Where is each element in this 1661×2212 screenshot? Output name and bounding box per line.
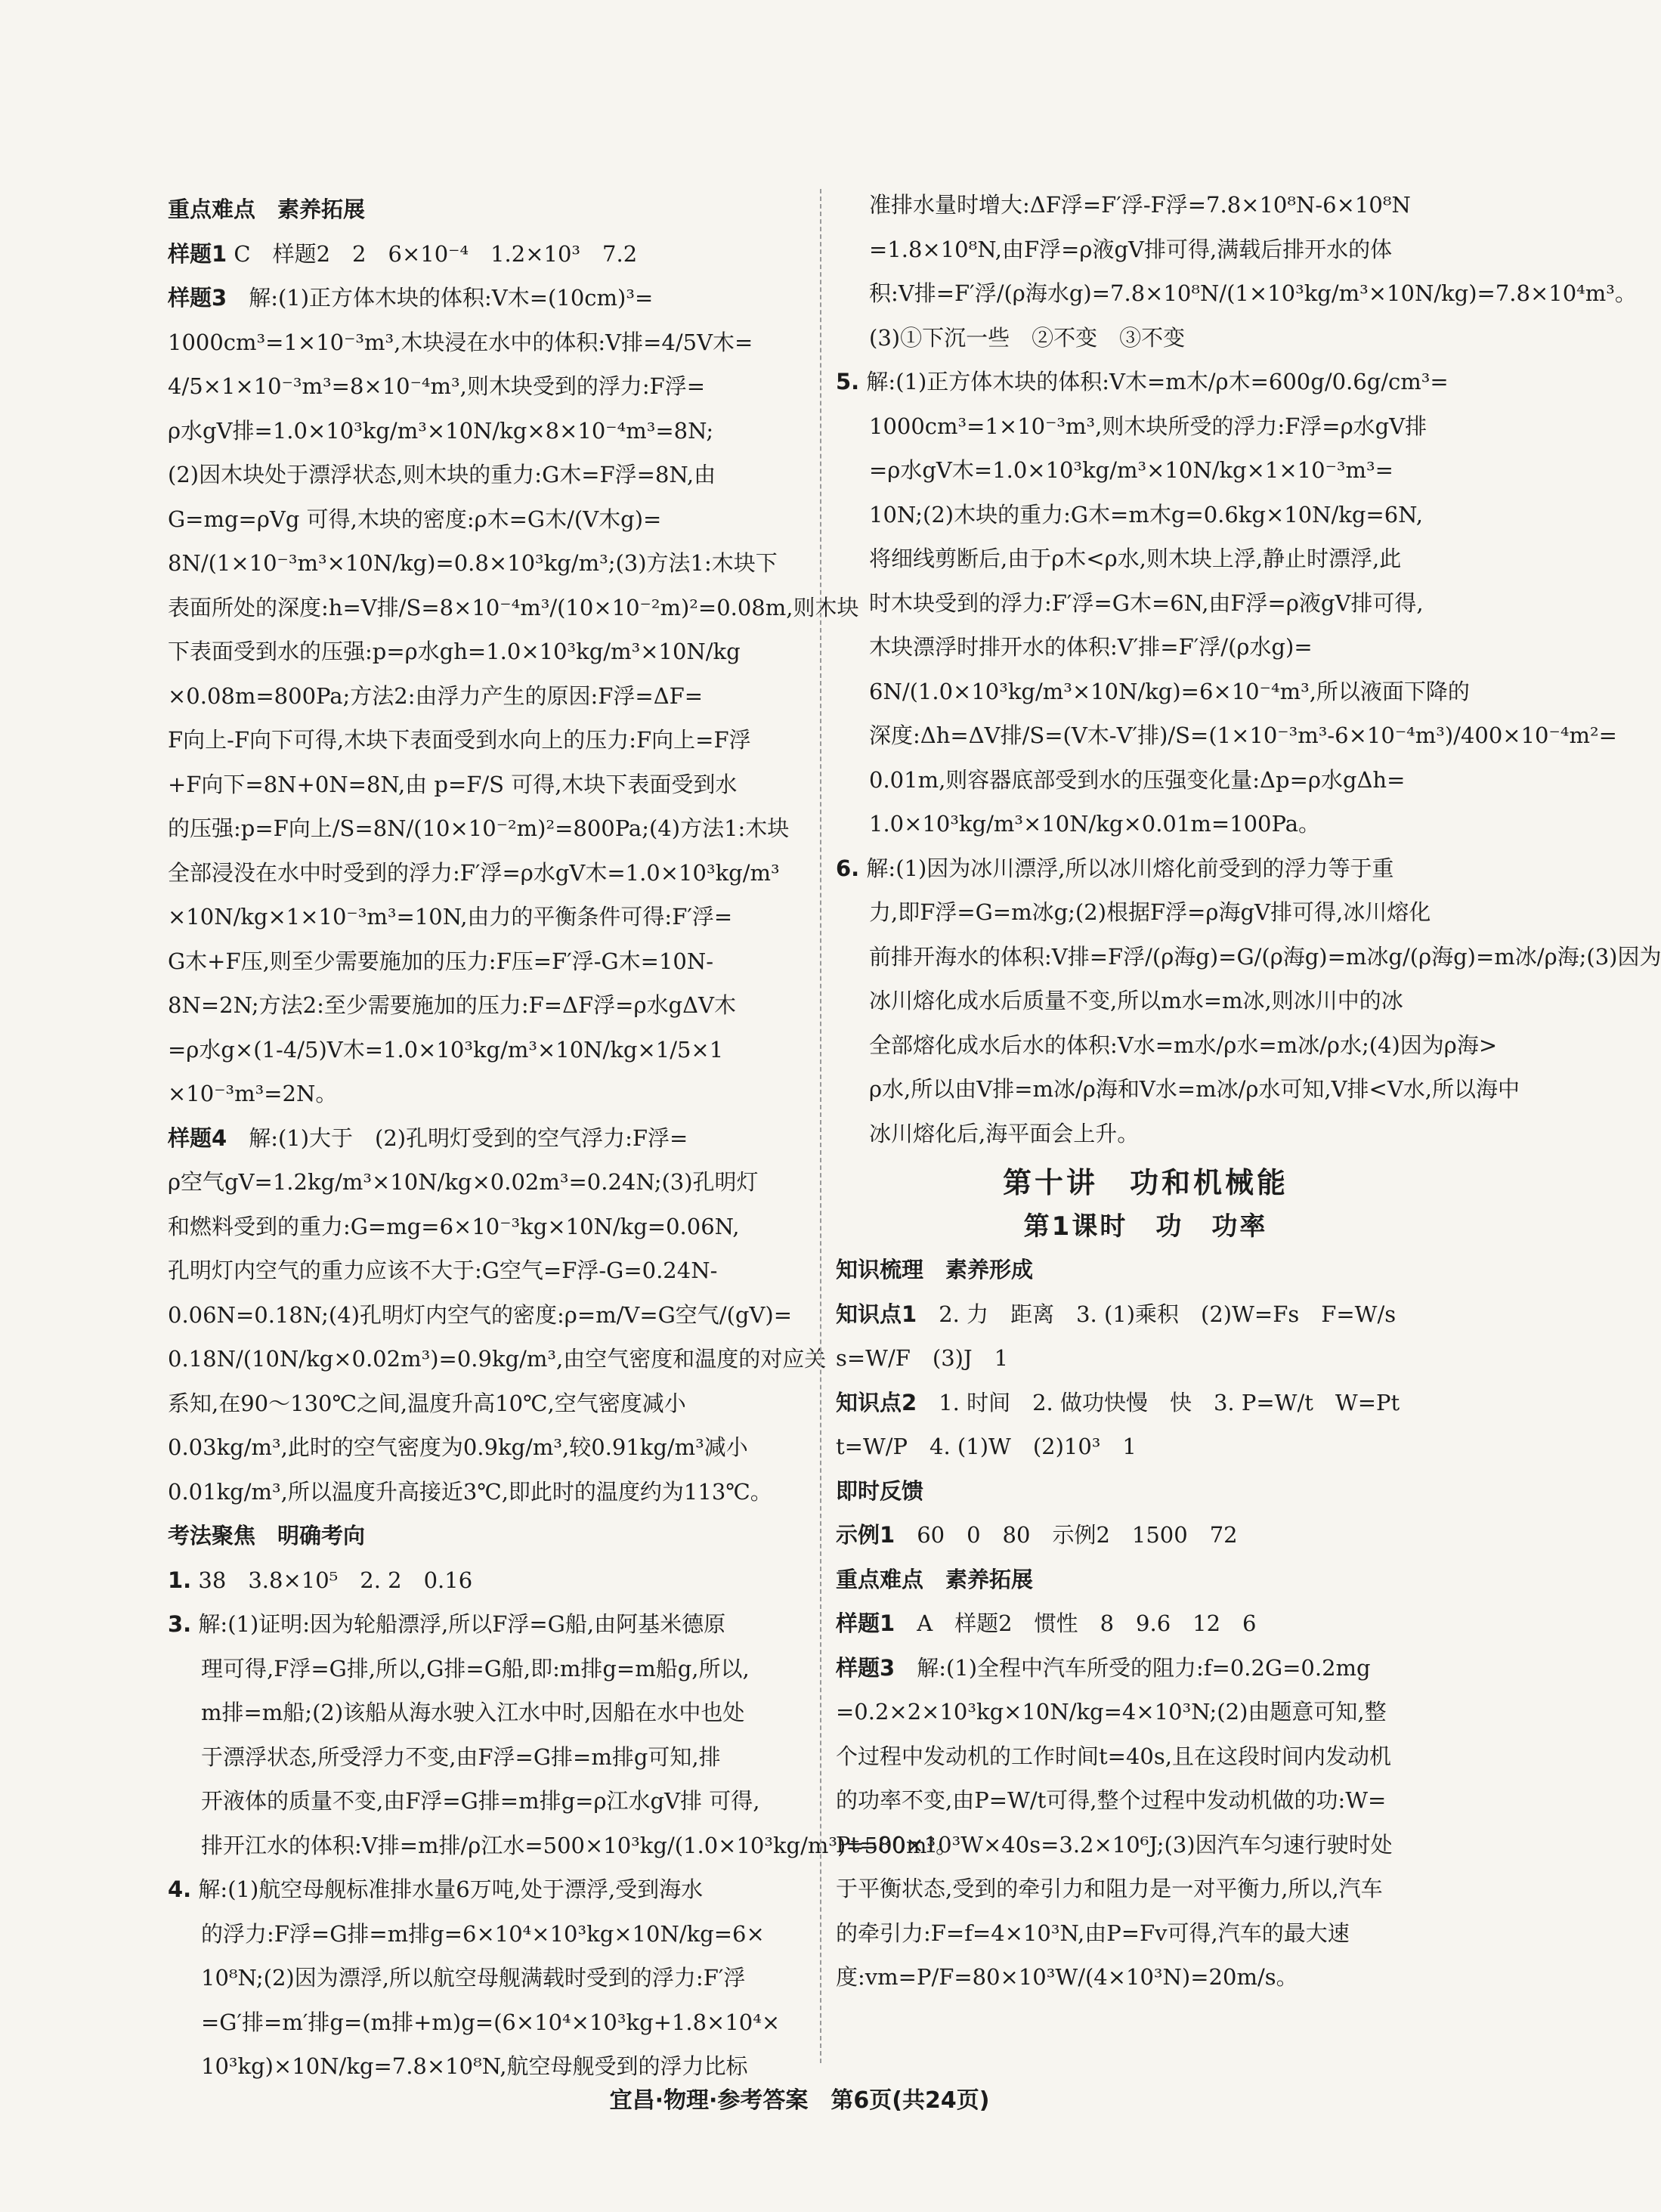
text-line: [836, 802, 1455, 846]
line-text: 1000cm³=1×10⁻³m³,木块浸在水中的体积:V排=4/5V木=: [168, 329, 753, 355]
line-text: Pt=80×10³W×40s=3.2×10⁶J;(3)因汽车匀速行驶时处: [836, 1831, 1393, 1858]
line-text: 0.01kg/m³,所以温度升高接近3℃,即此时的温度约为113℃。: [168, 1478, 772, 1505]
item-label: 样题3: [836, 1654, 895, 1681]
line-text: 全部熔化成水后水的体积:V水=m水/ρ水=m冰/ρ水;(4)因为ρ海>: [869, 1032, 1498, 1058]
line-text: G=mg=ρVg 可得,木块的密度:ρ木=G木/(V木g)=: [168, 506, 662, 532]
line-text: 解:(1)证明:因为轮船漂浮,所以F浮=G船,由阿基米德原: [191, 1611, 726, 1637]
line-text: 0.06N=0.18N;(4)孔明灯内空气的密度:ρ=m/V=G空气/(gV)=: [168, 1301, 793, 1328]
line-text: 1. 时间 2. 做功快慢 快 3. P=W/t W=Pt: [917, 1389, 1400, 1415]
line-text: +F向下=8N+0N=8N,由 p=F/S 可得,木块下表面受到水: [168, 771, 738, 797]
text-line: [168, 1028, 806, 1072]
line-text: 于平衡状态,受到的牵引力和阻力是一对平衡力,所以,汽车: [836, 1876, 1383, 1901]
line-text: 2. 力 距离 3. (1)乘积 (2)W=Fs F=W/s: [917, 1301, 1397, 1327]
line-text: 10N;(2)木块的重力:G木=m木g=0.6kg×10N/kg=6N,: [869, 501, 1423, 527]
line-text: 理可得,F浮=G排,所以,G排=G船,即:m排g=m船g,所以,: [201, 1655, 750, 1681]
line-text: 8N=2N;方法2:至少需要施加的压力:F=ΔF浮=ρ水gΔV木: [168, 992, 736, 1018]
text-line: [836, 1067, 1520, 1112]
text-line: [836, 935, 1661, 979]
line-text: 的牵引力:F=f=4×10³N,由P=Fv可得,汽车的最大速: [836, 1920, 1350, 1946]
line-text: 冰川熔化成水后质量不变,所以m水=m冰,则冰川中的冰: [869, 988, 1403, 1013]
text-line: [836, 1112, 1455, 1156]
line-text: G木+F压,则至少需要施加的压力:F压=F′浮-G木=10N-: [168, 948, 714, 974]
lecture-title: 第十讲 功和机械能: [1002, 1166, 1288, 1199]
line-text: A 样题2 惯性 8 9.6 12 6: [895, 1610, 1257, 1636]
text-line: [168, 630, 806, 674]
line-text: ×10N/kg×1×10⁻³m³=10N,由力的平衡条件可得:F′浮=: [168, 904, 733, 930]
text-line: [168, 1248, 806, 1293]
line-text: 个过程中发动机的工作时间t=40s,且在这段时间内发动机: [836, 1743, 1391, 1769]
text-line: [168, 1160, 806, 1205]
line-text: (3)①下沉一些 ②不变 ③不变: [869, 324, 1186, 351]
page-footer: 宜昌·物理·参考答案 第6页(共24页): [609, 2087, 990, 2114]
line-text: 冰川熔化后,海平面会上升。: [869, 1120, 1140, 1146]
text-line: [168, 1602, 806, 1647]
text-line: [836, 227, 1455, 272]
text-line: [168, 364, 806, 409]
line-text: 解:(1)航空母舰标准排水量6万吨,处于漂浮,受到海水: [191, 1876, 704, 1902]
text-line: [836, 360, 1455, 404]
text-line: [168, 1824, 958, 1868]
text-line: [836, 316, 1455, 360]
text-line: [168, 763, 806, 807]
text-line: [168, 1867, 806, 1912]
text-line: [836, 1911, 1455, 1956]
line-text: 前排开海水的体积:V排=F浮/(ρ海g)=G/(ρ海g)=m冰g/(ρ海g)=m冰/ρ海;(3)因为: [869, 943, 1661, 970]
line-text: =G′排=m′排g=(m排+m)g=(6×10⁴×10³kg+1.8×10⁴×: [201, 2009, 781, 2035]
text-line: [836, 537, 1455, 581]
text-line: [836, 979, 1455, 1023]
line-text: 木块漂浮时排开水的体积:V′排=F′浮/(ρ水g)=: [869, 634, 1313, 660]
text-line: [836, 1823, 1455, 1867]
text-line: [168, 1779, 806, 1824]
text-line: [836, 581, 1455, 626]
line-text: 10⁸N;(2)因为漂浮,所以航空母舰满载时受到的浮力:F′浮: [201, 1965, 746, 1991]
text-line: [168, 232, 806, 277]
text-line: [168, 1072, 806, 1116]
item-label: 知识点1: [836, 1301, 917, 1327]
line-text: 和燃料受到的重力:G=mg=6×10⁻³kg×10N/kg=0.06N,: [168, 1213, 740, 1239]
text-line: [836, 1867, 1455, 1911]
text-line: [836, 1690, 1455, 1734]
text-line: [836, 404, 1455, 449]
line-text: ×0.08m=800Pa;方法2:由浮力产生的原因:F浮=ΔF=: [168, 682, 704, 709]
text-line: [836, 1734, 1455, 1779]
line-text: =ρ水g×(1-4/5)V木=1.0×10³kg/m³×10N/kg×1/5×1: [168, 1036, 724, 1063]
line-text: 力,即F浮=G=m冰g;(2)根据F浮=ρ海gV排可得,冰川熔化: [869, 899, 1431, 925]
lesson-title: 第1课时 功 功率: [1023, 1211, 1268, 1242]
text-line: [836, 1425, 1455, 1469]
text-line: [168, 1956, 806, 2000]
line-text: 10³kg)×10N/kg=7.8×10⁸N,航空母舰受到的浮力比标: [201, 2053, 748, 2079]
right-column: [836, 183, 1661, 2000]
text-line: [168, 1470, 806, 1514]
item-label: 示例1: [836, 1522, 895, 1548]
text-line: [168, 1425, 806, 1470]
item-label: 4.: [168, 1876, 192, 1902]
text-line: [168, 1691, 806, 1735]
line-text: 0.18N/(10N/kg×0.02m³)=0.9kg/m³,由空气密度和温度的对应关: [168, 1346, 827, 1372]
text-line: [836, 1778, 1455, 1823]
text-line: [836, 1646, 1455, 1691]
text-line: [836, 1336, 1455, 1381]
text-line: [168, 1735, 806, 1780]
text-line: [836, 1292, 1455, 1337]
section-heading: 即时反馈: [836, 1477, 924, 1504]
line-text: 8N/(1×10⁻³m³×10N/kg)=0.8×10³kg/m³;(3)方法1:木块下: [168, 550, 778, 576]
line-text: 系知,在90～130℃之间,温度升高10℃,空气密度减小: [168, 1390, 686, 1416]
text-line: [168, 497, 806, 542]
line-text: 孔明灯内空气的重力应该不大于:G空气=F浮-G=0.24N-: [168, 1258, 718, 1283]
text-line: [168, 1558, 806, 1603]
line-text: 解:(1)因为冰川漂浮,所以冰川熔化前受到的浮力等于重: [859, 855, 1394, 881]
line-text: =1.8×10⁸N,由F浮=ρ液gV排可得,满载后排开水的体: [869, 236, 1393, 262]
line-text: 下表面受到水的压强:p=ρ水gh=1.0×10³kg/m³×10N/kg: [168, 639, 741, 664]
text-line: [168, 1381, 806, 1426]
text-line: [168, 1647, 806, 1691]
text-line: [836, 713, 1617, 758]
text-line: [836, 183, 1455, 227]
section-heading: 重点难点 素养拓展: [168, 196, 366, 222]
text-line: [168, 806, 806, 851]
text-line: [836, 890, 1455, 935]
text-line: [836, 448, 1455, 493]
line-text: =0.2×2×10³kg×10N/kg=4×10³N;(2)由题意可知,整: [836, 1699, 1387, 1725]
item-label: 样题3: [168, 285, 227, 311]
text-line: [836, 758, 1455, 803]
text-line: [168, 409, 806, 453]
line-text: 解:(1)大于 (2)孔明灯受到的空气浮力:F浮=: [227, 1125, 688, 1151]
line-text: 0.03kg/m³,此时的空气密度为0.9kg/m³,较0.91kg/m³减小: [168, 1434, 748, 1460]
text-line: [168, 851, 806, 896]
line-text: 解:(1)正方体木块的体积:V木=m木/ρ木=600g/0.6g/cm³=: [859, 369, 1449, 394]
text-line: [836, 271, 1637, 316]
text-line: [168, 1293, 806, 1338]
line-text: 0.01m,则容器底部受到水的压强变化量:Δp=ρ水gΔh=: [869, 766, 1406, 793]
text-line: [168, 895, 806, 939]
column-divider: [820, 189, 821, 2063]
line-text: 解:(1)全程中汽车所受的阻力:f=0.2G=0.2mg: [895, 1654, 1371, 1681]
line-text: 的浮力:F浮=G排=m排g=6×10⁴×10³kg×10N/kg=6×: [201, 1920, 765, 1947]
text-line: [168, 1912, 806, 1957]
line-text: m排=m船;(2)该船从海水驶入江水中时,因船在水中也处: [201, 1700, 745, 1725]
line-text: 的功率不变,由P=W/t可得,整个过程中发动机做的功:W=: [836, 1787, 1387, 1813]
line-text: 60 0 80 示例2 1500 72: [895, 1522, 1238, 1548]
text-line: [168, 586, 859, 630]
line-text: 时木块受到的浮力:F′浮=G木=6N,由F浮=ρ液gV排可得,: [869, 589, 1424, 616]
line-text: 1000cm³=1×10⁻³m³,则木块所受的浮力:F浮=ρ水gV排: [869, 413, 1427, 439]
item-label: 样题1: [168, 240, 227, 267]
item-label: 3.: [168, 1611, 192, 1637]
line-text: 于漂浮状态,所受浮力不变,由F浮=G排=m排g可知,排: [201, 1743, 721, 1770]
text-line: [168, 276, 806, 320]
line-text: F向上-F向下可得,木块下表面受到水向上的压力:F向上=F浮: [168, 727, 751, 753]
item-label: 样题4: [168, 1125, 227, 1151]
text-line: [168, 320, 806, 365]
text-line: [836, 1601, 1455, 1646]
text-line: [168, 1205, 806, 1249]
text-line: [836, 1955, 1455, 2000]
line-text: 4/5×1×10⁻³m³=8×10⁻⁴m³,则木块受到的浮力:F浮=: [168, 373, 706, 399]
item-label: 6.: [836, 855, 860, 881]
line-text: 解:(1)正方体木块的体积:V木=(10cm)³=: [227, 285, 654, 311]
text-line: [836, 846, 1455, 891]
line-text: 开液体的质量不变,由F浮=G排=m排g=ρ江水gV排 可得,: [201, 1788, 760, 1814]
text-line: [836, 625, 1455, 670]
text-line: [168, 1337, 827, 1381]
line-text: ρ水gV排=1.0×10³kg/m³×10N/kg×8×10⁻⁴m³=8N;: [168, 417, 714, 444]
line-text: 排开江水的体积:V排=m排/ρ江水=500×10³kg/(1.0×10³kg/m³)=500m³。: [201, 1832, 958, 1858]
line-text: 6N/(1.0×10³kg/m³×10N/kg)=6×10⁻⁴m³,所以液面下降的: [869, 678, 1470, 704]
line-text: 1.0×10³kg/m³×10N/kg×0.01m=100Pa。: [869, 811, 1320, 837]
text-line: [836, 493, 1455, 537]
text-line: [836, 1023, 1498, 1068]
line-text: (2)因木块处于漂浮状态,则木块的重力:G木=F浮=8N,由: [168, 462, 716, 487]
text-line: [168, 983, 806, 1028]
text-line: [168, 718, 806, 763]
text-line: [836, 670, 1470, 714]
text-line: [168, 1116, 806, 1161]
line-text: 的压强:p=F向上/S=8N/(10×10⁻²m)²=800Pa;(4)方法1:木块: [168, 815, 790, 841]
line-text: 38 3.8×10⁵ 2. 2 0.16: [191, 1567, 473, 1593]
line-text: s=W/F (3)J 1: [836, 1345, 1009, 1371]
section-heading: 重点难点 素养拓展: [836, 1566, 1034, 1592]
line-text: 积:V排=F′浮/(ρ海水g)=7.8×10⁸N/(1×10³kg/m³×10N/kg)=7.8×10⁴m³。: [869, 280, 1637, 306]
line-text: ×10⁻³m³=2N。: [168, 1081, 338, 1106]
item-label: 1.: [168, 1567, 192, 1593]
line-text: 深度:Δh=ΔV排/S=(V木-V′排)/S=(1×10⁻³m³-6×10⁻⁴m³)/400×10⁻⁴m²=: [869, 722, 1617, 748]
line-text: 表面所处的深度:h=V排/S=8×10⁻⁴m³/(10×10⁻²m)²=0.08m,则木块: [168, 594, 859, 620]
line-text: 全部浸没在水中时受到的浮力:F′浮=ρ水gV木=1.0×10³kg/m³: [168, 859, 780, 886]
section-heading: 考法聚焦 明确考向: [168, 1523, 366, 1548]
section-heading: 知识梳理 素养形成: [836, 1257, 1034, 1282]
line-text: t=W/P 4. (1)W (2)10³ 1: [836, 1434, 1137, 1459]
text-line: [836, 1381, 1455, 1425]
item-label: 知识点2: [836, 1389, 917, 1415]
text-line: [168, 939, 806, 984]
text-line: [168, 541, 806, 586]
line-text: 准排水量时增大:ΔF浮=F′浮-F浮=7.8×10⁸N-6×10⁸N: [869, 192, 1411, 218]
line-text: C 样题2 2 6×10⁻⁴ 1.2×10³ 7.2: [227, 240, 638, 267]
line-text: 将细线剪断后,由于ρ木<ρ水,则木块上浮,静止时漂浮,此: [869, 546, 1402, 571]
text-line: [836, 1513, 1455, 1558]
line-text: ρ水,所以由V排=m冰/ρ海和V水=m冰/ρ水可知,V排<V水,所以海中: [869, 1076, 1520, 1102]
line-text: 度:vm=P/F=80×10³W/(4×10³N)=20m/s。: [836, 1964, 1298, 1990]
line-text: =ρ水gV木=1.0×10³kg/m³×10N/kg×1×10⁻³m³=: [869, 457, 1393, 483]
line-text: ρ空气gV=1.2kg/m³×10N/kg×0.02m³=0.24N;(3)孔明灯: [168, 1169, 759, 1195]
item-label: 5.: [836, 369, 860, 394]
text-line: [168, 674, 806, 719]
item-label: 样题1: [836, 1610, 895, 1636]
text-line: [168, 453, 806, 497]
text-line: [168, 2000, 806, 2045]
